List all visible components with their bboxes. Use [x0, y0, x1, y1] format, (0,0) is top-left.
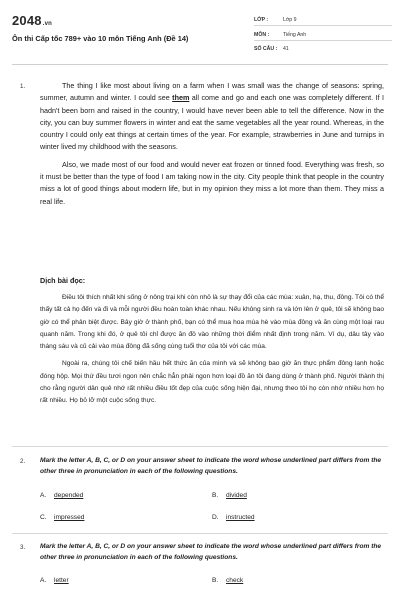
option-a[interactable]: A. depended: [40, 492, 84, 499]
question-number: 2.: [20, 458, 26, 465]
underlined-word: them: [172, 93, 190, 103]
translation-text: [40, 292, 384, 413]
meta-divider: [254, 25, 392, 26]
translation-heading: Dịch bài đọc:: [40, 276, 86, 285]
reading-passage: [40, 80, 384, 213]
translation-paragraph: Điều tôi thích nhất khi sống ở nông trại khi còn nhỏ là sự thay đổi của các mùa: xuân, hạ, thu, đông. Tôi có thể thấy tất cả họ đến và đi và mỗi người đều hoàn toàn khác nhau. Nếu không sinh ra và lớn lên ở quê, tôi sẽ không bao giờ có thể phân biệt được. Bây giờ ở thành phố, bạn có thể mua hoa mùa hè vào mùa đông và ăn cùng một loại rau quanh năm. Trong khi đó, ở quê tôi chỉ được ăn đồ vào những thời điểm nhất định trong năm. Ví dụ, dâu tây vào tháng sáu và củ cải vào mùa đông đã sống cùng tuổi thơ của tôi với các mùa.: [40, 294, 385, 351]
passage-paragraph: The thing I like most about living on a farm when I was small was the change of seasons: spring, summer, autumn and winter. I could see them all come and go and each one was completely different. If I hadn't been born and raised in the country, I would have never been able to tell the difference. Now in the city, you can buy summer flowers in winter and eat the same vegetables all the year round. Whereas, in the country I could only eat things at certain times of the year. For example, strawberries in June and turnips in winter lived my childhood with the seasons.: [40, 81, 384, 152]
meta-divider: [254, 40, 392, 41]
option-b[interactable]: B. check: [212, 577, 244, 584]
page-title: Ôn thi Cấp tốc 789+ vào 10 môn Tiếng Anh (Đề 14): [12, 34, 189, 43]
question-number: 1.: [20, 83, 26, 90]
option-d[interactable]: D. instructed: [212, 514, 255, 521]
question-divider: [12, 446, 388, 447]
header-separator: [12, 64, 388, 65]
question-number: 3.: [20, 544, 26, 551]
option-c[interactable]: C. impressed: [40, 514, 85, 521]
passage-paragraph: Also, we made most of our food and would never eat frozen or tinned food. Everything was fresh, so it must be better than the type of food I am taking now in the city. City people think that people in the country miss a lot of good things about modern life, but in my opinion they miss a lot more than them. They miss a real life.: [40, 159, 384, 206]
page-header: 2048.vn Ôn thi Cấp tốc 789+ vào 10 môn Tiếng Anh (Đề 14) LỚP : Lớp 9 MÔN : Tiếng Anh SỐ CÂU : 41: [0, 0, 400, 60]
site-logo[interactable]: 2048.vn: [12, 13, 53, 28]
option-b[interactable]: B. divided: [212, 492, 247, 499]
option-a[interactable]: A. letter: [40, 577, 69, 584]
translation-paragraph: Ngoài ra, chúng tôi chế biến hầu hết thức ăn của mình và sẽ không bao giờ ăn thực phẩm đông lạnh hoặc đóng hộp. Mọi thứ đều tươi ngon nên chắc hẳn phải ngon hơn loại đồ ăn tôi đang dùng ở thành phố. Người thành thị cho rằng người dân quê nhớ rất nhiều điều tốt đẹp của cuộc sống hiện đại, nhưng theo tôi họ còn nhớ nhiều hơn họ rất nhiều. Họ bỏ lỡ một cuộc sống thực.: [40, 360, 384, 405]
question-instruction: Mark the letter A, B, C, or D on your answer sheet to indicate the word whose underlined part differs from the other three in pronunciation in each of the following questions.: [40, 457, 382, 475]
question-instruction: Mark the letter A, B, C, or D on your answer sheet to indicate the word whose underlined part differs from the other three in pronunciation in each of the following questions.: [40, 543, 382, 561]
question-divider: [12, 533, 388, 534]
